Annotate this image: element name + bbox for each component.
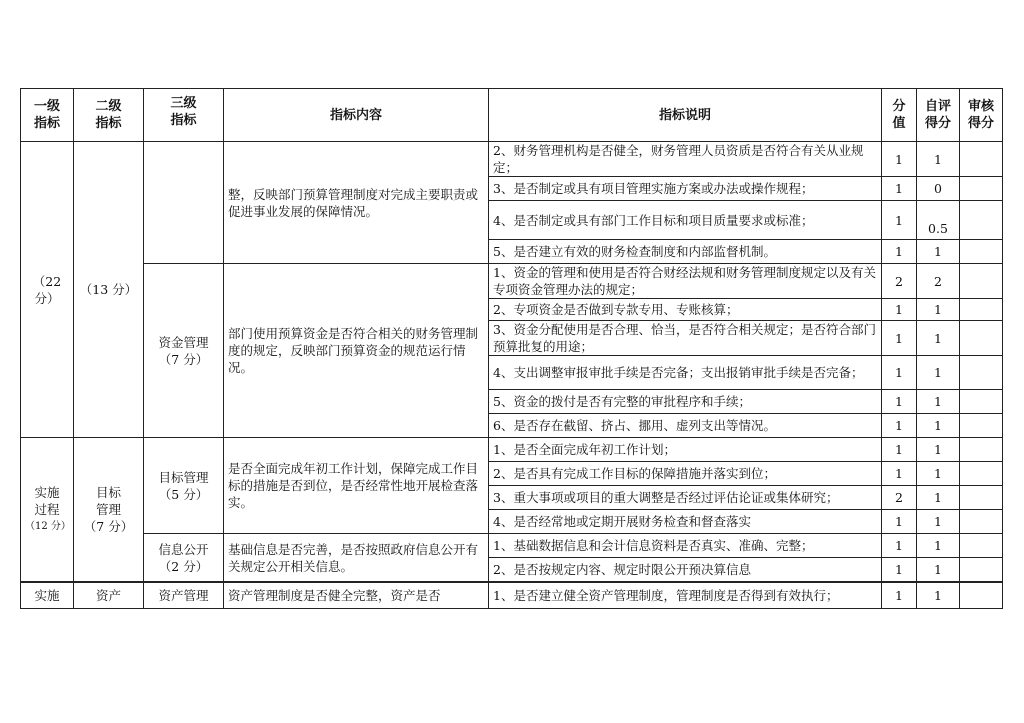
audit-score — [960, 142, 1003, 177]
audit-score — [960, 558, 1003, 583]
indicator-explain: 5、是否建立有效的财务检查制度和内部监督机制。 — [489, 240, 882, 264]
score-value: 1 — [882, 534, 917, 558]
indicator-explain: 1、是否全面完成年初工作计划； — [489, 438, 882, 462]
self-score: 1 — [917, 510, 960, 534]
level2-score: （13 分） — [74, 142, 144, 438]
score-value: 1 — [882, 201, 917, 240]
indicator-explain: 5、资金的拨付是否有完整的审批程序和手续； — [489, 390, 882, 414]
level3-info-disclosure: 信息公开 （2 分） — [144, 534, 224, 583]
indicator-content: 资产管理制度是否健全完整，资产是否 — [224, 582, 489, 609]
audit-score — [960, 356, 1003, 390]
self-score: 1 — [917, 582, 960, 609]
level1-implementation — [21, 438, 74, 583]
header-row — [21, 89, 1003, 142]
audit-score — [960, 462, 1003, 486]
score-value: 1 — [882, 510, 917, 534]
audit-score — [960, 264, 1003, 299]
score-value: 1 — [882, 299, 917, 321]
audit-score — [960, 414, 1003, 438]
audit-score — [960, 321, 1003, 356]
self-score: 0.5 — [917, 201, 960, 240]
indicator-explain: 6、是否存在截留、挤占、挪用、虚列支出等情况。 — [489, 414, 882, 438]
level1-label: 实施 过程 — [34, 485, 60, 517]
audit-score — [960, 582, 1003, 609]
audit-score — [960, 177, 1003, 201]
indicator-explain: 1、是否建立健全资产管理制度，管理制度是否得到有效执行； — [489, 582, 882, 609]
indicator-explain: 4、支出调整审报审批手续是否完备；支出报销审批手续是否完备； — [489, 356, 882, 390]
indicator-content: 是否全面完成年初工作计划，保障完成工作目标的措施是否到位，是否经常性地开展检查落实。 — [224, 438, 489, 534]
header-score: 分 值 — [882, 89, 917, 142]
self-score: 1 — [917, 321, 960, 356]
indicator-explain: 2、是否按规定内容、规定时限公开预决算信息 — [489, 558, 882, 583]
level3-target-management: 目标管理 （5 分） — [144, 438, 224, 534]
audit-score — [960, 438, 1003, 462]
self-score: 0 — [917, 177, 960, 201]
level2-asset: 资产 — [74, 582, 144, 609]
audit-score — [960, 534, 1003, 558]
self-score: 1 — [917, 462, 960, 486]
score-value: 2 — [882, 264, 917, 299]
self-score: 1 — [917, 390, 960, 414]
table-row — [21, 438, 1003, 462]
score-value: 1 — [882, 558, 917, 583]
self-score: 1 — [917, 142, 960, 177]
header-level2: 二级 指标 — [74, 89, 144, 142]
score-value: 1 — [882, 462, 917, 486]
self-score: 1 — [917, 438, 960, 462]
header-content: 指标内容 — [224, 89, 489, 142]
indicator-content: 基础信息是否完善，是否按照政府信息公开有关规定公开相关信息。 — [224, 534, 489, 583]
self-score: 1 — [917, 414, 960, 438]
score-value: 1 — [882, 582, 917, 609]
self-score: 1 — [917, 534, 960, 558]
evaluation-table — [20, 88, 1003, 609]
self-score: 1 — [917, 299, 960, 321]
indicator-explain: 1、资金的管理和使用是否符合财经法规和财务管理制度规定以及有关专项资金管理办法的规定； — [489, 264, 882, 299]
self-score: 1 — [917, 486, 960, 510]
indicator-explain: 3、资金分配使用是否合理、恰当，是否符合相关规定；是否符合部门预算批复的用途； — [489, 321, 882, 356]
level3-fund-management: 资金管理 （7 分） — [144, 264, 224, 438]
header-level1: 一级 指标 — [21, 89, 74, 142]
audit-score — [960, 240, 1003, 264]
level2-target-management: 目标 管理 （7 分） — [74, 438, 144, 583]
score-value: 1 — [882, 240, 917, 264]
self-score: 2 — [917, 264, 960, 299]
score-value: 1 — [882, 321, 917, 356]
indicator-explain: 2、是否具有完成工作目标的保障措施并落实到位； — [489, 462, 882, 486]
audit-score — [960, 486, 1003, 510]
indicator-explain: 3、是否制定或具有项目管理实施方案或办法或操作规程； — [489, 177, 882, 201]
header-audit-score: 审核 得分 — [960, 89, 1003, 142]
table-row — [21, 534, 1003, 558]
score-value: 1 — [882, 177, 917, 201]
self-score: 1 — [917, 558, 960, 583]
level3-cell — [144, 142, 224, 264]
audit-score — [960, 201, 1003, 240]
level1-implementation-2: 实施 — [21, 582, 74, 609]
indicator-explain: 1、基础数据信息和会计信息资料是否真实、准确、完整； — [489, 534, 882, 558]
table-row — [21, 582, 1003, 609]
level3-asset-management: 资产管理 — [144, 582, 224, 609]
indicator-explain: 3、重大事项或项目的重大调整是否经过评估论证或集体研究； — [489, 486, 882, 510]
indicator-explain: 2、专项资金是否做到专款专用、专账核算； — [489, 299, 882, 321]
header-explain: 指标说明 — [489, 89, 882, 142]
indicator-explain: 4、是否经常地或定期开展财务检查和督查落实 — [489, 510, 882, 534]
indicator-content: 部门使用预算资金是否符合相关的财务管理制度的规定，反映部门预算资金的规范运行情况。 — [224, 264, 489, 438]
self-score: 1 — [917, 356, 960, 390]
level1-score: （22 分） — [21, 142, 74, 438]
audit-score — [960, 299, 1003, 321]
indicator-explain: 2、财务管理机构是否健全，财务管理人员资质是否符合有关从业规定； — [489, 142, 882, 177]
audit-score — [960, 510, 1003, 534]
score-value: 1 — [882, 438, 917, 462]
score-value: 1 — [882, 414, 917, 438]
self-score: 1 — [917, 240, 960, 264]
audit-score — [960, 390, 1003, 414]
score-value: 1 — [882, 390, 917, 414]
header-level3: 三级 指标 — [144, 89, 224, 142]
score-value: 1 — [882, 356, 917, 390]
score-value: 1 — [882, 142, 917, 177]
table-row — [21, 264, 1003, 299]
score-value: 2 — [882, 486, 917, 510]
indicator-content: 整，反映部门预算管理制度对完成主要职责或促进事业发展的保障情况。 — [224, 142, 489, 264]
header-self-score: 自评 得分 — [917, 89, 960, 142]
indicator-explain: 4、是否制定或具有部门工作目标和项目质量要求或标准； — [489, 201, 882, 240]
table-row — [21, 142, 1003, 177]
level1-score: （12 分） — [25, 521, 71, 532]
